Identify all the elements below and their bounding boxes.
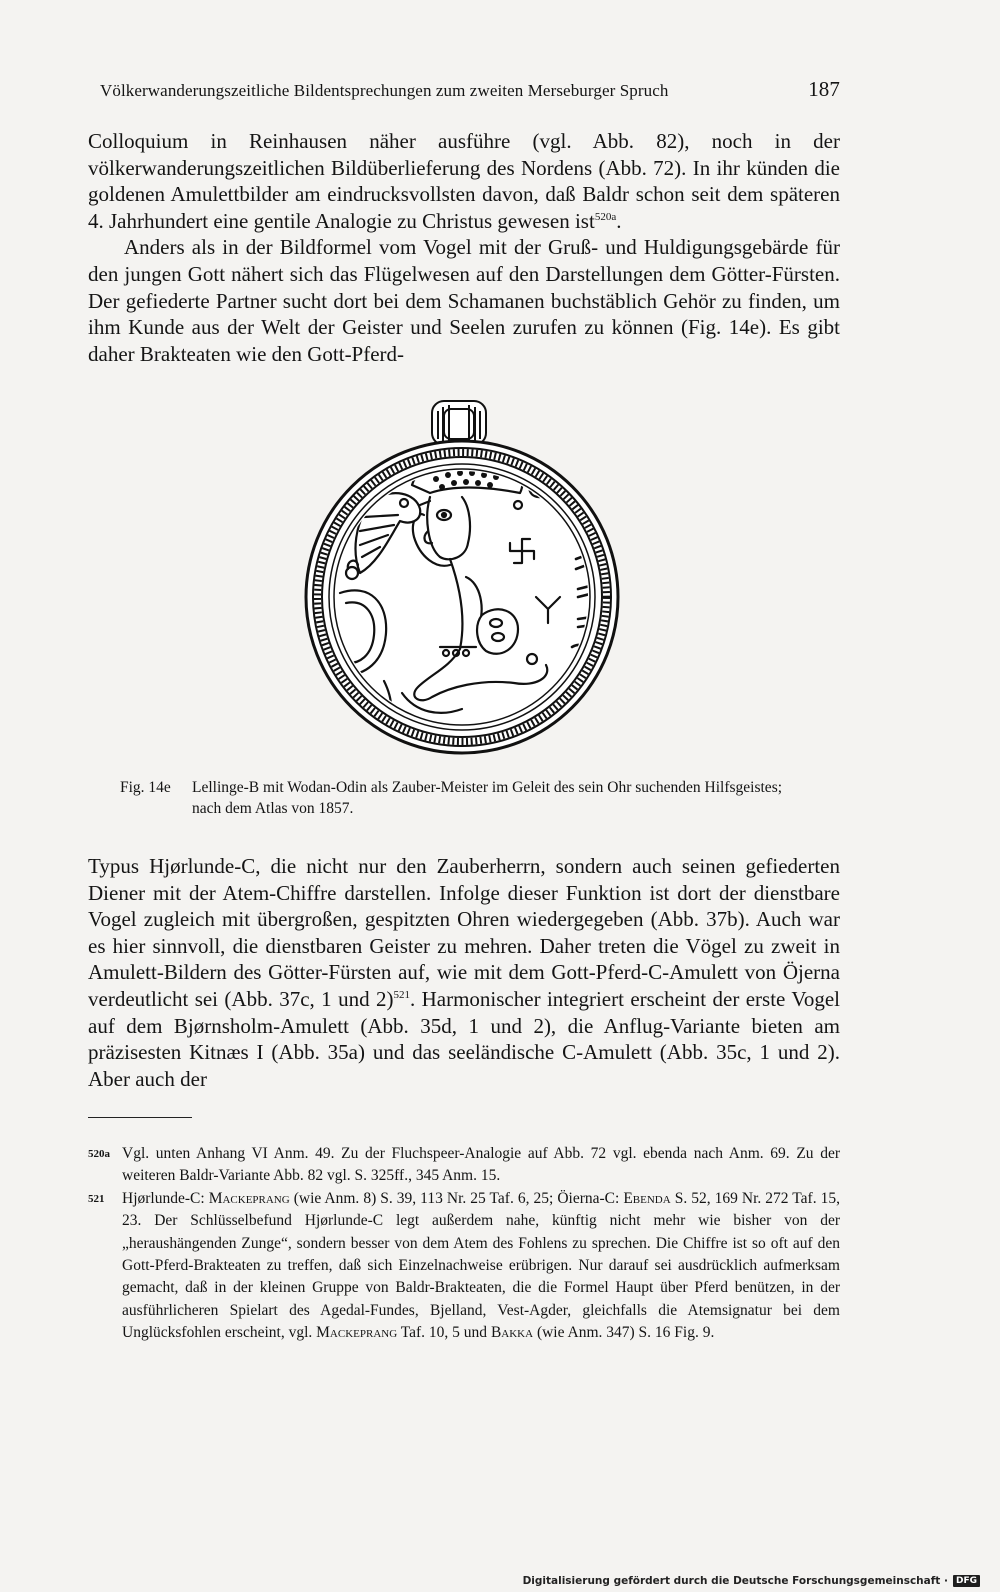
footnote-text: Vgl. unten Anhang VI Anm. 49. Zu der Fluchspeer-Analogie auf Abb. 72 vgl. ebenda nach Anm. 69. Zu der weiteren Baldr-Variante Abb. 82 vgl. S. 325ff., 345 Anm. 15. (122, 1145, 840, 1185)
footnote-number: 521 (88, 1192, 105, 1205)
footnote-number: 520a (88, 1148, 110, 1160)
bracteate-illustration (300, 397, 630, 755)
paragraph-text: Typus Hjørlunde-C, die nicht nur den Zauberherrn, sondern auch seinen gefiederten Diener mit der Atem-Chiffre darstellen. Infolge dieser Funktion ist dort der dienstbare Vogel zugleich mit übergroßen, gespitzten Ohren wiedergegeben (Abb. 37b). Auch war es hier sinnvoll, die dienstbaren Geister zu mehren. Daher treten die Vögel zu zweit in Amulett-Bildern des Götter-Fürsten auf, wie mit dem Gott-Pferd-C-Amulett von Öjerna verdeutlicht sei (Abb. 37c, 1 und 2) (88, 854, 840, 1011)
running-title: Völkerwanderungszeitliche Bildentsprechungen zum zweiten Merseburger Spruch (100, 81, 669, 100)
author-name: Mackeprang (316, 1324, 398, 1342)
digitization-credit (523, 1574, 980, 1588)
running-head (88, 77, 840, 107)
figure-label: Fig. 14e (120, 779, 171, 796)
author-name: Ebenda (623, 1189, 671, 1207)
footnote-521 (88, 1188, 840, 1345)
bracteate-loop (432, 401, 486, 445)
paragraph: Anders als in der Bildformel vom Vogel mit der Gruß- und Huldigungsgebärde für den jungen Gott nähert sich das Flügelwesen auf den Darstellungen dem Götter-Fürsten. Der gefiederte Partner sucht dort bei dem Schamanen buchstäblich Gehör zu finden, um ihm Kunde aus der Welt der Geister und Seelen zurufen zu können (Fig. 14e). Es gibt daher Brakteaten wie den Gott-Pferd- (88, 235, 840, 366)
figure-bracteate (300, 397, 630, 755)
dfg-logo[interactable]: DFG (953, 1575, 980, 1587)
credit-text: Digitalisierung gefördert durch die Deutsche Forschungsgemeinschaft · (522, 1575, 948, 1587)
body-text-top (88, 128, 840, 367)
paragraph (88, 128, 840, 234)
footnote-text: (wie Anm. 347) S. 16 Fig. 9. (533, 1324, 715, 1342)
paragraph-text: . (616, 208, 622, 233)
paragraph-text: . Harmonischer integriert erscheint der erste Vogel auf dem Bjørnsholm-Amulett (Abb. 35d, 1 und 2), die Anflug-Variante bieten am präzisesten Kitnæs I (Abb. 35a) und das seeländische C-Amulett (Abb. 35c, 1 und 2). Aber auch der (88, 986, 840, 1091)
footnote-ref-520a[interactable]: 520a (594, 210, 617, 223)
footnote-rule (88, 1117, 192, 1118)
footnote-text: (wie Anm. 8) S. 39, 113 Nr. 25 Taf. 6, 25; Öierna-C: (289, 1189, 624, 1207)
footnote-ref-521[interactable]: 521 (393, 988, 410, 1001)
footnote-text: Taf. 10, 5 und (397, 1324, 491, 1342)
paragraph (88, 853, 840, 1092)
footnote-text: S. 52, 169 Nr. 272 Taf. 15, 23. Der Schlüsselbefund Hjørlunde-C legt außerdem nahe, künftig nicht mehr wie bisher von der „heraushängenden Zunge“, sondern besser von dem Atem des Fohlens zu sprechen. Die Chiffre ist so oft auf den Gott-Pferd-Brakteaten zu treffen, daß sich Einzelnachweise erübrigen. Nur darauf sei ausdrücklich aufmerksam gemacht, daß in der kleinen Gruppe von Baldr-Brakteaten, die die Formel Haupt über Pferd benützen, in der ausführlicheren Spielart des Agedal-Fundes, Bjelland, Vest-Agder, gleichfalls die Atemsignatur bei dem Unglücksfohlen erscheint, vgl. (122, 1189, 840, 1342)
footnotes (88, 1143, 840, 1345)
footnote-text: Hjørlunde-C: (122, 1189, 209, 1207)
shield (477, 609, 518, 653)
author-name: Mackeprang (208, 1189, 290, 1207)
footnote-520a (88, 1143, 840, 1188)
author-name: Bakka (490, 1324, 534, 1342)
caption-text: Lellinge-B mit Wodan-Odin als Zauber-Meister im Geleit des sein Ohr suchenden Hilfsgeistes; nach dem Atlas von 1857. (192, 779, 783, 817)
paragraph-text: Colloquium in Reinhausen näher ausführe (vgl. Abb. 82), noch in der völkerwanderungszeitlichen Bildüberlieferung des Nordens (Abb. 72). In ihr künden die goldenen Amulettbilder am eindrucksvollsten davon, daß Baldr schon seit dem späteren 4. Jahrhundert eine gentile Analogie zu Christus gewesen ist (88, 129, 840, 233)
body-text-bottom (88, 853, 840, 1092)
page-number: 187 (808, 77, 840, 101)
